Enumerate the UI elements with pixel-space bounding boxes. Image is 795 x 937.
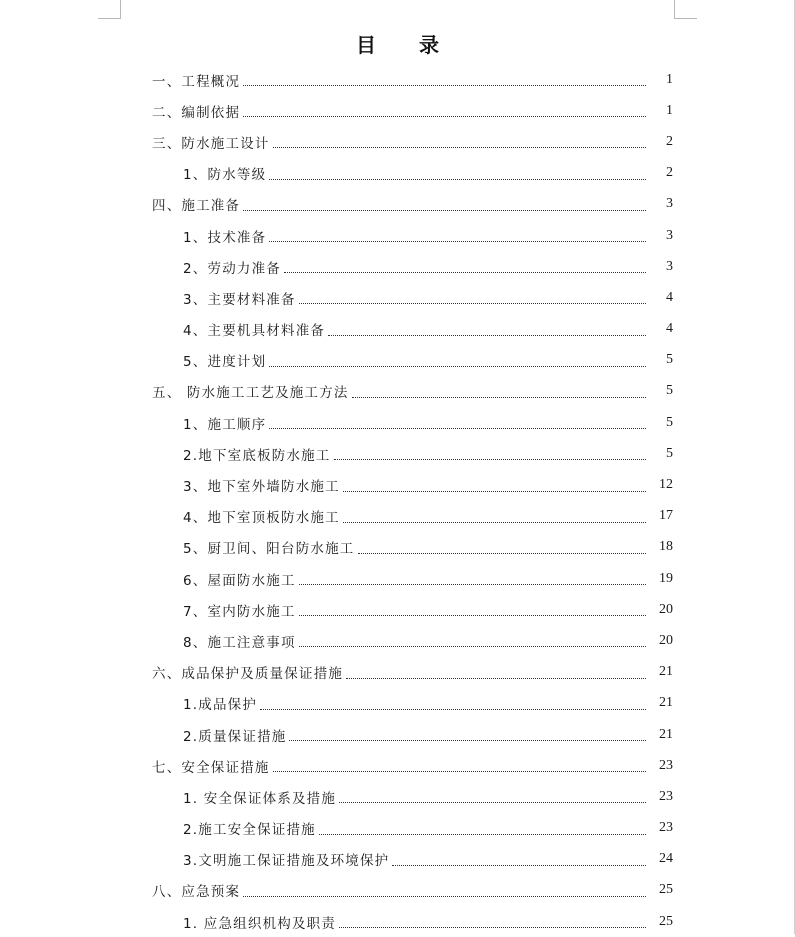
- toc-page-number[interactable]: 25: [659, 882, 673, 898]
- toc-dot-leader: [299, 303, 646, 304]
- toc-page-number[interactable]: 2: [666, 165, 673, 181]
- toc-entry[interactable]: [0, 158, 795, 189]
- toc-entry-title[interactable]: 五、 防水施工工艺及施工方法: [152, 385, 349, 402]
- toc-dot-leader: [299, 646, 646, 647]
- toc-dot-leader: [284, 272, 646, 273]
- toc-dot-leader: [358, 553, 647, 554]
- toc-dot-leader: [269, 366, 646, 367]
- toc-entry-title[interactable]: 六、成品保护及质量保证措施: [152, 666, 344, 683]
- toc-dot-leader: [352, 397, 646, 398]
- toc-entry[interactable]: [0, 438, 795, 469]
- toc-dot-leader: [260, 709, 646, 710]
- toc-page-number[interactable]: 17: [659, 508, 673, 524]
- toc-entry[interactable]: [0, 376, 795, 407]
- toc-entry[interactable]: [0, 813, 795, 844]
- toc-page-number[interactable]: 23: [659, 788, 673, 804]
- toc-entry[interactable]: [0, 314, 795, 345]
- toc-entry[interactable]: [0, 126, 795, 157]
- toc-entry[interactable]: [0, 750, 795, 781]
- toc-page-number[interactable]: 3: [666, 227, 673, 243]
- page-title: 目 录: [356, 33, 457, 57]
- toc-dot-leader: [343, 522, 646, 523]
- toc-entry[interactable]: [0, 345, 795, 376]
- toc-page-number[interactable]: 12: [659, 477, 673, 493]
- toc-page-number[interactable]: 21: [659, 726, 673, 742]
- toc-dot-leader: [269, 241, 646, 242]
- toc-entry[interactable]: [0, 625, 795, 656]
- toc-entry[interactable]: [0, 844, 795, 875]
- toc-dot-leader: [299, 584, 646, 585]
- toc-entry[interactable]: [0, 251, 795, 282]
- toc-page-number[interactable]: 20: [659, 632, 673, 648]
- toc-page-number[interactable]: 3: [666, 196, 673, 212]
- toc-entry[interactable]: [0, 95, 795, 126]
- toc-page-number[interactable]: 23: [659, 820, 673, 836]
- toc-page-number[interactable]: 1: [666, 102, 673, 118]
- toc-page-number[interactable]: 18: [659, 539, 673, 555]
- toc-entry-title[interactable]: 2.地下室底板防水施工: [183, 447, 331, 464]
- toc-page-number[interactable]: 23: [659, 757, 673, 773]
- toc-dot-leader: [392, 865, 646, 866]
- toc-page-number[interactable]: 25: [659, 913, 673, 929]
- toc-entry-title[interactable]: 二、编制依据: [152, 104, 241, 121]
- toc-entry-title[interactable]: 三、防水施工设计: [152, 135, 270, 152]
- toc-dot-leader: [346, 678, 646, 679]
- toc-entry-title[interactable]: 7、室内防水施工: [183, 603, 296, 620]
- toc-entry[interactable]: [0, 875, 795, 906]
- toc-entry-title[interactable]: 1. 应急组织机构及职责: [183, 915, 337, 932]
- toc-dot-leader: [273, 771, 646, 772]
- toc-dot-leader: [289, 740, 646, 741]
- toc-dot-leader: [269, 428, 646, 429]
- toc-dot-leader: [243, 85, 646, 86]
- toc-page-number[interactable]: 4: [666, 321, 673, 337]
- toc-entry-title[interactable]: 2、劳动力准备: [183, 260, 281, 277]
- toc-entry-title[interactable]: 4、地下室顶板防水施工: [183, 510, 340, 527]
- toc-entry[interactable]: [0, 189, 795, 220]
- toc-entry-title[interactable]: 2.施工安全保证措施: [183, 822, 316, 839]
- toc-dot-leader: [339, 927, 646, 928]
- toc-entry-title[interactable]: 5、进度计划: [183, 354, 267, 371]
- toc-page-number[interactable]: 24: [659, 851, 673, 867]
- toc-page-number[interactable]: 19: [659, 570, 673, 586]
- toc-dot-leader: [299, 615, 646, 616]
- toc-entry[interactable]: [0, 64, 795, 95]
- toc-page-number[interactable]: 20: [659, 601, 673, 617]
- toc-page-number[interactable]: 5: [666, 414, 673, 430]
- toc-page-number[interactable]: 5: [666, 383, 673, 399]
- toc-entry[interactable]: [0, 594, 795, 625]
- toc-entry[interactable]: [0, 501, 795, 532]
- toc-entry-title[interactable]: 2.质量保证措施: [183, 728, 287, 745]
- toc-entry-title[interactable]: 1、施工顺序: [183, 416, 267, 433]
- toc-dot-leader: [273, 147, 646, 148]
- toc-dot-leader: [328, 335, 646, 336]
- toc-dot-leader: [343, 491, 646, 492]
- toc-dot-leader: [269, 179, 646, 180]
- toc-entry[interactable]: [0, 657, 795, 688]
- toc-page-number[interactable]: 21: [659, 664, 673, 680]
- toc-entry-title[interactable]: 1.成品保护: [183, 697, 258, 714]
- toc-entry-title[interactable]: 1、技术准备: [183, 229, 267, 246]
- toc-page-number[interactable]: 2: [666, 133, 673, 149]
- toc-dot-leader: [334, 459, 646, 460]
- toc-entry-title[interactable]: 3、主要材料准备: [183, 291, 296, 308]
- toc-page-number[interactable]: 5: [666, 445, 673, 461]
- toc-page-number[interactable]: 5: [666, 352, 673, 368]
- toc-entry[interactable]: [0, 719, 795, 750]
- toc-entry[interactable]: [0, 282, 795, 313]
- toc-entry-title[interactable]: 3.文明施工保证措施及环境保护: [183, 853, 390, 870]
- toc-entry-title[interactable]: 七、安全保证措施: [152, 759, 270, 776]
- toc-dot-leader: [243, 210, 646, 211]
- toc-entry[interactable]: [0, 220, 795, 251]
- toc-page-number[interactable]: 21: [659, 695, 673, 711]
- toc-entry-title[interactable]: 4、主要机具材料准备: [183, 323, 326, 340]
- toc-dot-leader: [339, 802, 646, 803]
- toc-entry-title[interactable]: 5、厨卫间、阳台防水施工: [183, 541, 355, 558]
- toc-dot-leader: [243, 896, 646, 897]
- toc-entry-title[interactable]: 四、施工准备: [152, 198, 241, 215]
- toc-entry[interactable]: [0, 688, 795, 719]
- page-corner-mark-top-right: [674, 0, 697, 19]
- toc-entry-title[interactable]: 一、工程概况: [152, 73, 241, 90]
- toc-entry-title[interactable]: 8、施工注意事项: [183, 634, 296, 651]
- toc-entry-title[interactable]: 1、防水等级: [183, 167, 267, 184]
- table-of-contents: [0, 64, 795, 937]
- toc-entry[interactable]: [0, 469, 795, 500]
- toc-entry[interactable]: [0, 532, 795, 563]
- toc-page-number[interactable]: 1: [666, 71, 673, 87]
- toc-entry[interactable]: [0, 407, 795, 438]
- toc-dot-leader: [243, 116, 646, 117]
- toc-entry-title[interactable]: 八、应急预案: [152, 884, 241, 901]
- toc-entry-title[interactable]: 1. 安全保证体系及措施: [183, 790, 337, 807]
- toc-page-number[interactable]: 3: [666, 258, 673, 274]
- toc-page-number[interactable]: 4: [666, 289, 673, 305]
- toc-entry[interactable]: [0, 781, 795, 812]
- toc-entry[interactable]: [0, 906, 795, 937]
- page-corner-mark-top-left: [98, 0, 121, 19]
- toc-entry[interactable]: [0, 563, 795, 594]
- toc-dot-leader: [319, 834, 646, 835]
- toc-entry-title[interactable]: 6、屋面防水施工: [183, 572, 296, 589]
- toc-entry-title[interactable]: 3、地下室外墙防水施工: [183, 479, 340, 496]
